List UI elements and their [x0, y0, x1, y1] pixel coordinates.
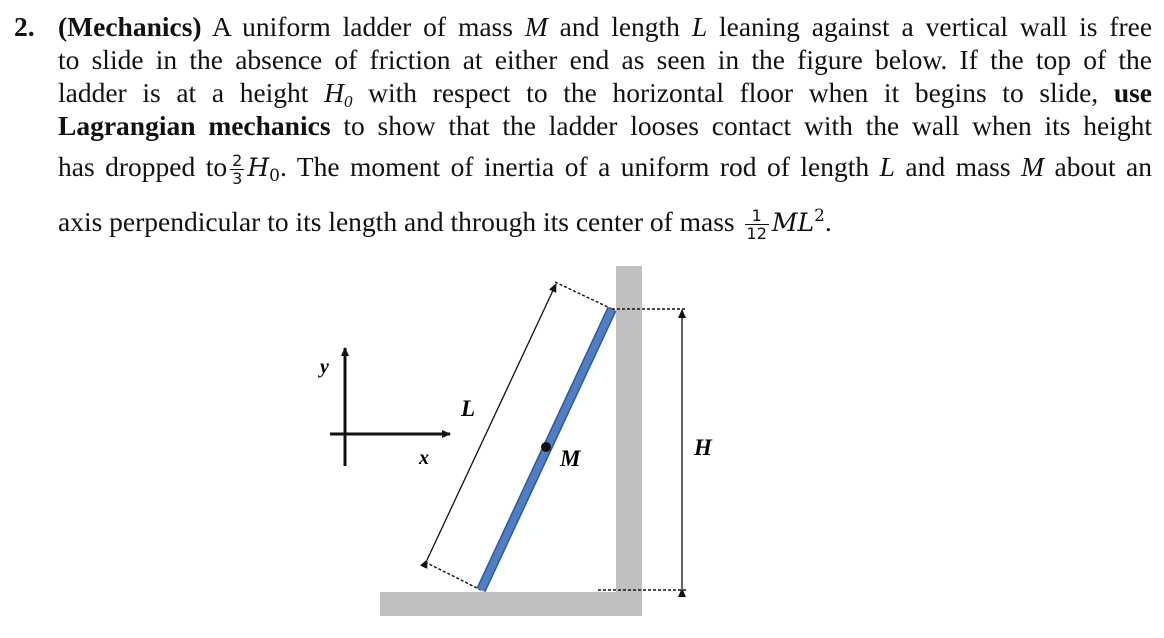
text-span: with respect to the horizontal floor when it begins to slide,: [368, 77, 1099, 108]
coordinate-axes: [330, 348, 450, 466]
label-M: M: [560, 446, 581, 471]
bold-lagrangian: Lagrangian mechanics: [58, 110, 331, 141]
math-ML2: $ML^2$: [771, 206, 825, 237]
text-span: .: [824, 206, 832, 237]
text-span: to show that the ladder looses contact with the wall when its height: [343, 110, 1153, 141]
text-span: and length: [559, 11, 680, 42]
length-dimension: [425, 282, 612, 590]
fraction-one-twelfth: $\frac{1}{12}$: [746, 206, 767, 244]
var-L: L: [691, 11, 708, 42]
math-H0: $H_0$: [247, 153, 280, 186]
var-M: M: [524, 11, 548, 42]
floor: [380, 592, 642, 616]
label-H: H: [694, 435, 712, 460]
text-span: has dropped to: [58, 151, 228, 182]
problem-line-2: to slide in the absence of friction at either end as seen in the figure below. If the top of the: [58, 44, 1152, 75]
text-span: axis perpendicular to its length and through its center of mass: [58, 206, 735, 237]
bold-use: use: [1113, 77, 1153, 108]
text-span: . The moment of inertia of a uniform rod of length: [279, 151, 870, 182]
text-span: and mass: [905, 151, 1011, 182]
var-H0: $H_0$: [324, 77, 353, 111]
var-M: M: [1021, 151, 1044, 182]
wall: [616, 266, 642, 616]
text-span: leaning against a vertical wall is free: [718, 11, 1153, 42]
problem-number: 2.: [14, 11, 35, 42]
axis-label-x: x: [419, 447, 429, 469]
label-L: L: [461, 396, 476, 421]
fraction-two-thirds: $\frac{2}{3}$: [232, 151, 243, 189]
axis-label-y: y: [320, 356, 329, 378]
center-of-mass-dot: [541, 442, 551, 452]
var-L: L: [879, 151, 895, 182]
text-span: ladder is at a height: [58, 77, 309, 108]
text-span: A uniform ladder of mass: [211, 11, 513, 42]
problem-topic: (Mechanics): [58, 11, 202, 42]
text-span: about an: [1054, 151, 1153, 182]
